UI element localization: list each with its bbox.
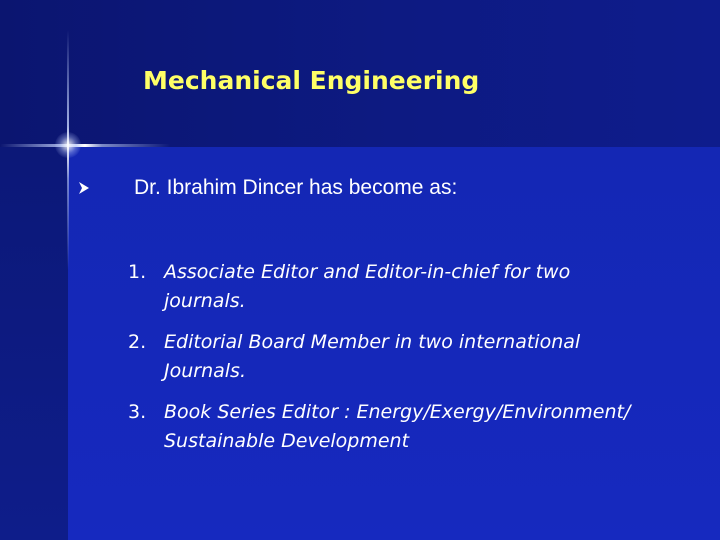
numbered-list <box>128 258 708 468</box>
list-item <box>128 258 708 316</box>
light-flare-glow <box>55 132 81 158</box>
list-item-line: Book Series Editor : Energy/Exergy/Environment/ <box>164 401 631 423</box>
bullet-text: Dr. Ibrahim Dincer has become as: <box>134 176 458 199</box>
list-item-line: Sustainable Development <box>164 430 410 452</box>
list-number: 2. <box>128 331 147 353</box>
list-item-line: Journals. <box>164 360 246 382</box>
light-flare-horizontal <box>0 144 170 147</box>
list-number: 3. <box>128 401 147 423</box>
arrowhead-bullet-icon <box>78 182 90 194</box>
list-item-line: Editorial Board Member in two international <box>164 331 581 353</box>
left-band <box>0 147 68 540</box>
list-item <box>128 328 708 386</box>
list-item-line: Associate Editor and Editor-in-chief for two <box>164 261 571 283</box>
bullet-point <box>78 174 698 204</box>
slide-title: Mechanical Engineering <box>143 66 480 95</box>
list-item <box>128 398 708 456</box>
list-item-line: journals. <box>164 290 246 312</box>
list-number: 1. <box>128 261 147 283</box>
